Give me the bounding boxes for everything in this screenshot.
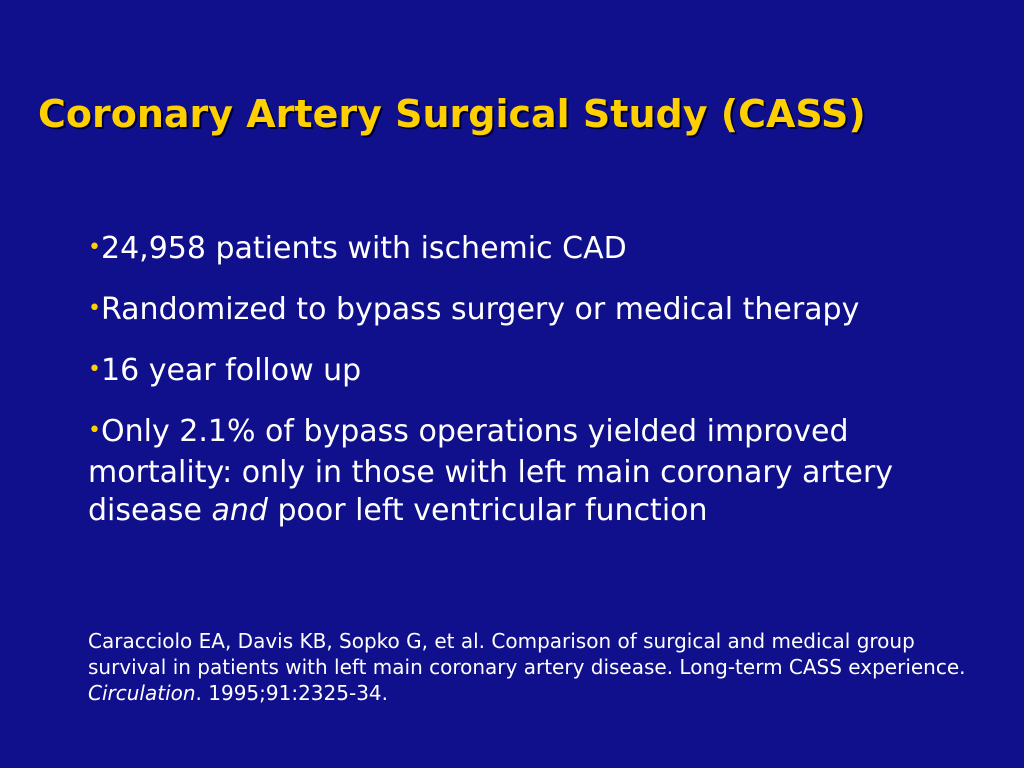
bullet-dot-icon: •	[88, 418, 101, 443]
bullet-text-end: poor left ventricular function	[267, 493, 708, 528]
bullet-text: Only 2.1% of bypass operations yielded improved mortality: only in those with left main coronary artery disease	[88, 414, 894, 528]
bullet-text: 16 year follow up	[100, 353, 362, 388]
bullet-emphasis: and	[211, 493, 268, 528]
bullet-dot-icon: •	[88, 296, 101, 321]
citation-text: Caracciolo EA, Davis KB, Sopko G, et al. Comparison of surgical and medical group survival in patients with left main coronary artery disease. Long-term CASS experience.	[88, 629, 966, 679]
bullet-item	[88, 291, 998, 332]
bullet-item	[88, 230, 998, 271]
bullet-text: Randomized to bypass surgery or medical therapy	[100, 292, 860, 327]
citation-journal: Circulation	[88, 681, 196, 705]
bullet-item	[88, 413, 998, 530]
slide-title: Coronary Artery Surgical Study (CASS)	[38, 92, 866, 136]
citation	[88, 628, 988, 706]
bullet-dot-icon: •	[88, 235, 101, 260]
bullet-text: 24,958 patients with ischemic CAD	[100, 231, 627, 266]
bullet-dot-icon: •	[88, 357, 101, 382]
bullet-list	[88, 230, 998, 530]
citation-details: . 1995;91:2325-34.	[195, 681, 389, 705]
bullet-item	[88, 352, 998, 393]
